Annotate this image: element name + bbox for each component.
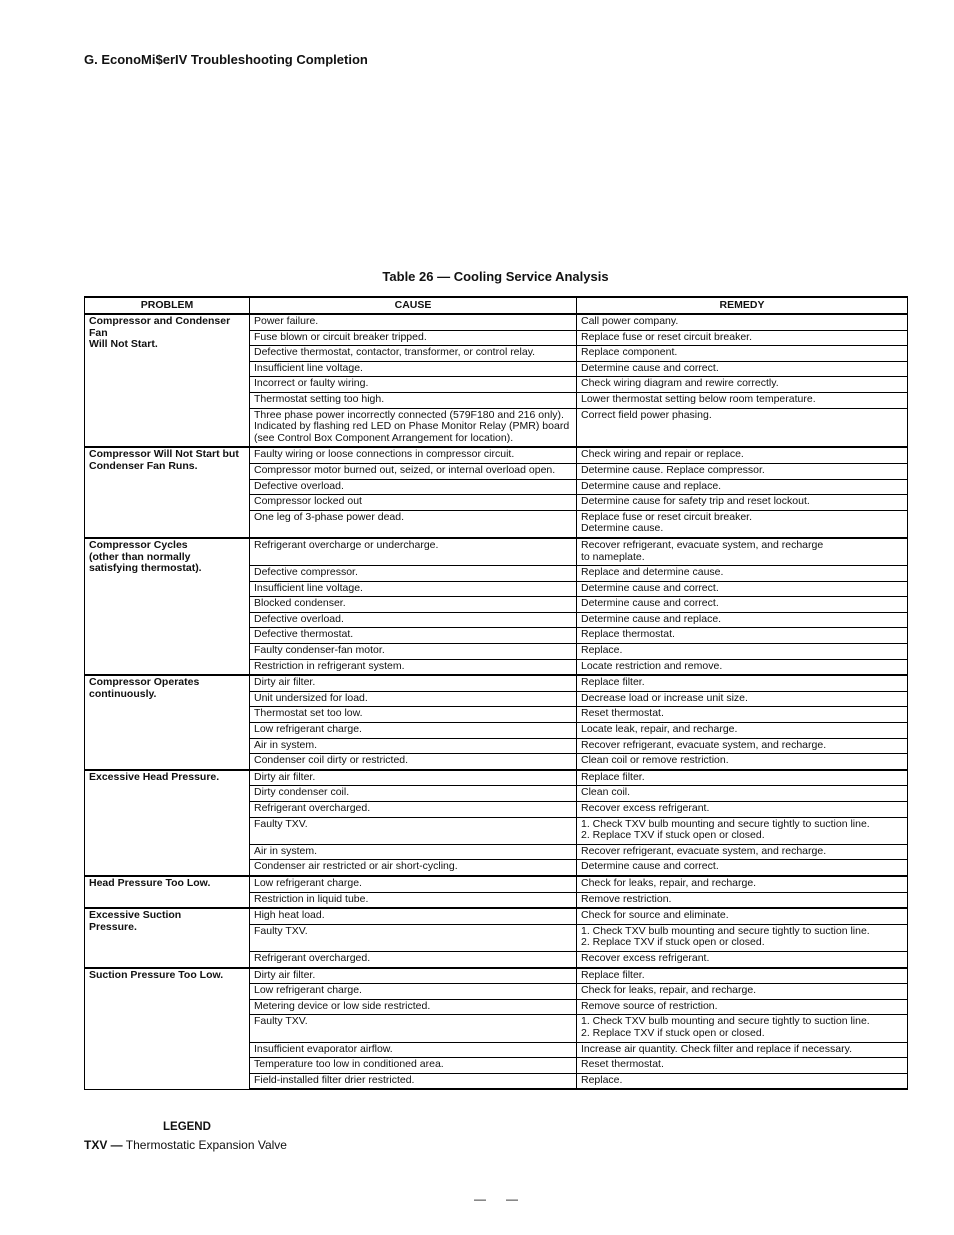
cause-cell: Insufficient line voltage. [250,361,577,377]
cause-cell: Refrigerant overcharged. [250,802,577,818]
cause-cell: Faulty condenser-fan motor. [250,644,577,660]
remedy-cell: Determine cause and correct. [577,597,908,613]
remedy-cell: Recover refrigerant, evacuate system, and recharge. [577,738,908,754]
cause-cell: Faulty TXV. [250,817,577,844]
remedy-cell: Replace fuse or reset circuit breaker. [577,330,908,346]
remedy-cell: Reset thermostat. [577,1058,908,1074]
remedy-cell: Decrease load or increase unit size. [577,691,908,707]
legend-item [84,1138,287,1152]
cause-cell: High heat load. [250,908,577,924]
cause-cell: Low refrigerant charge. [250,723,577,739]
cause-cell: Thermostat setting too high. [250,392,577,408]
cause-cell: Unit undersized for load. [250,691,577,707]
table-row [85,876,908,892]
problem-cell: Suction Pressure Too Low. [85,968,250,1090]
problem-cell: Compressor and Condenser Fan Will Not Start. [85,314,250,447]
remedy-cell: Increase air quantity. Check filter and replace if necessary. [577,1042,908,1058]
cause-cell: Low refrigerant charge. [250,876,577,892]
remedy-cell: Check wiring diagram and rewire correctly. [577,377,908,393]
table-body [85,314,908,1089]
remedy-cell: Remove source of restriction. [577,999,908,1015]
problem-cell: Compressor Cycles (other than normally satisfying thermostat). [85,538,250,675]
remedy-cell: Check for leaks, repair, and recharge. [577,984,908,1000]
remedy-cell: Replace thermostat. [577,628,908,644]
table-row [85,968,908,984]
remedy-cell: 1. Check TXV bulb mounting and secure tightly to suction line. 2. Replace TXV if stuck open or closed. [577,1015,908,1042]
cause-cell: Field-installed filter drier restricted. [250,1073,577,1089]
cause-cell: One leg of 3-phase power dead. [250,510,577,538]
table-title: Table 26 — Cooling Service Analysis [382,269,609,284]
table-row [85,538,908,566]
remedy-cell: Clean coil. [577,786,908,802]
footer-dash-right: — [506,1192,518,1206]
column-header-problem: PROBLEM [85,297,250,314]
cause-cell: Metering device or low side restricted. [250,999,577,1015]
remedy-cell: Locate restriction and remove. [577,659,908,675]
cause-cell: Faulty wiring or loose connections in compressor circuit. [250,447,577,463]
cause-cell: Insufficient line voltage. [250,581,577,597]
table-row [85,770,908,786]
remedy-cell: Check for leaks, repair, and recharge. [577,876,908,892]
remedy-cell: Check wiring and repair or replace. [577,447,908,463]
section-heading: G. EconoMi$erIV Troubleshooting Completion [84,52,368,67]
remedy-cell: Lower thermostat setting below room temperature. [577,392,908,408]
cause-cell: Faulty TXV. [250,1015,577,1042]
cause-cell: Defective thermostat, contactor, transformer, or control relay. [250,346,577,362]
remedy-cell: Recover refrigerant, evacuate system, and recharge. [577,844,908,860]
cause-cell: Dirty air filter. [250,675,577,691]
remedy-cell: Reset thermostat. [577,707,908,723]
cause-cell: Low refrigerant charge. [250,984,577,1000]
remedy-cell: Remove restriction. [577,892,908,908]
cause-cell: Restriction in refrigerant system. [250,659,577,675]
remedy-cell: Determine cause and correct. [577,860,908,876]
problem-cell: Head Pressure Too Low. [85,876,250,908]
cause-cell: Dirty air filter. [250,968,577,984]
column-header-remedy: REMEDY [577,297,908,314]
table-row [85,314,908,330]
remedy-cell: 1. Check TXV bulb mounting and secure tightly to suction line. 2. Replace TXV if stuck open or closed. [577,817,908,844]
table-row [85,675,908,691]
cause-cell: Dirty condenser coil. [250,786,577,802]
cause-cell: Blocked condenser. [250,597,577,613]
cause-cell: Air in system. [250,844,577,860]
header-row [85,297,908,314]
cause-cell: Refrigerant overcharge or undercharge. [250,538,577,566]
remedy-cell: Determine cause and replace. [577,479,908,495]
cause-cell: Incorrect or faulty wiring. [250,377,577,393]
cause-cell: Compressor motor burned out, seized, or internal overload open. [250,463,577,479]
legend-meaning: Thermostatic Expansion Valve [122,1138,287,1152]
problem-cell: Excessive Suction Pressure. [85,908,250,967]
cooling-service-table [84,296,908,1090]
problem-cell: Excessive Head Pressure. [85,770,250,876]
table-row [85,908,908,924]
cause-cell: Air in system. [250,738,577,754]
cause-cell: Thermostat set too low. [250,707,577,723]
remedy-cell: Locate leak, repair, and recharge. [577,723,908,739]
remedy-cell: Determine cause for safety trip and reset lockout. [577,495,908,511]
remedy-cell: Replace. [577,644,908,660]
remedy-cell: Recover excess refrigerant. [577,802,908,818]
cause-cell: Temperature too low in conditioned area. [250,1058,577,1074]
cause-cell: Faulty TXV. [250,924,577,951]
cause-cell: Insufficient evaporator airflow. [250,1042,577,1058]
remedy-cell: Determine cause. Replace compressor. [577,463,908,479]
footer-dash-left: — [474,1192,486,1206]
cause-cell: Three phase power incorrectly connected (579F180 and 216 only). Indicated by flashing red LED on Phase Monitor Relay (PMR) board (see Control Box Component Arrangement for location). [250,408,577,447]
remedy-cell: Replace and determine cause. [577,566,908,582]
remedy-cell: Determine cause and correct. [577,361,908,377]
cause-cell: Condenser air restricted or air short-cycling. [250,860,577,876]
cause-cell: Defective thermostat. [250,628,577,644]
cause-cell: Power failure. [250,314,577,330]
remedy-cell: Recover refrigerant, evacuate system, and recharge to nameplate. [577,538,908,566]
remedy-cell: Recover excess refrigerant. [577,951,908,967]
remedy-cell: Replace fuse or reset circuit breaker. Determine cause. [577,510,908,538]
remedy-cell: Replace filter. [577,770,908,786]
cause-cell: Dirty air filter. [250,770,577,786]
legend-abbreviation: TXV — [84,1138,123,1152]
remedy-cell: Replace. [577,1073,908,1089]
remedy-cell: Correct field power phasing. [577,408,908,447]
problem-cell: Compressor Will Not Start but Condenser Fan Runs. [85,447,250,538]
remedy-cell: Replace filter. [577,675,908,691]
table-header [85,297,908,314]
remedy-cell: Replace component. [577,346,908,362]
table-row [85,447,908,463]
cause-cell: Restriction in liquid tube. [250,892,577,908]
remedy-cell: Check for source and eliminate. [577,908,908,924]
remedy-cell: Call power company. [577,314,908,330]
remedy-cell: Determine cause and correct. [577,581,908,597]
cause-cell: Fuse blown or circuit breaker tripped. [250,330,577,346]
cause-cell: Compressor locked out [250,495,577,511]
remedy-cell: Clean coil or remove restriction. [577,754,908,770]
cause-cell: Condenser coil dirty or restricted. [250,754,577,770]
cause-cell: Defective overload. [250,612,577,628]
column-header-cause: CAUSE [250,297,577,314]
cause-cell: Refrigerant overcharged. [250,951,577,967]
cause-cell: Defective compressor. [250,566,577,582]
remedy-cell: Replace filter. [577,968,908,984]
remedy-cell: 1. Check TXV bulb mounting and secure tightly to suction line. 2. Replace TXV if stuck open or closed. [577,924,908,951]
legend-title: LEGEND [163,1121,211,1133]
cause-cell: Defective overload. [250,479,577,495]
remedy-cell: Determine cause and replace. [577,612,908,628]
problem-cell: Compressor Operates continuously. [85,675,250,770]
